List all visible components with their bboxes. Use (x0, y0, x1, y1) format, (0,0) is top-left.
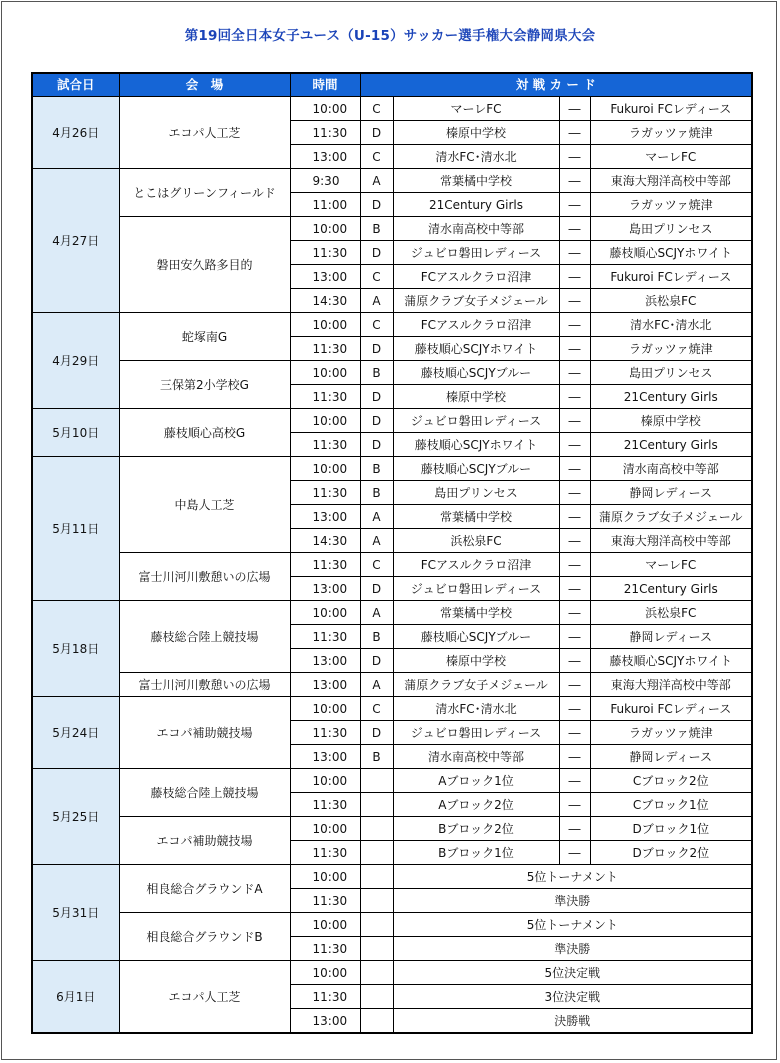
venue-name: 富士川河川敷憩いの広場 (119, 553, 290, 601)
match-date: 5月24日 (32, 697, 119, 769)
home-team: 蒲原クラブ女子メジェール (393, 673, 559, 697)
kickoff-time: 11:30 (290, 721, 360, 745)
home-team: FCアスルクラロ沼津 (393, 553, 559, 577)
home-team: ジュビロ磐田レディース (393, 577, 559, 601)
group-label: D (360, 649, 393, 673)
away-team: Cブロック2位 (590, 769, 752, 793)
away-team: 浜松泉FC (590, 601, 752, 625)
group-label: C (360, 97, 393, 121)
kickoff-time: 13:00 (290, 265, 360, 289)
home-team: ジュビロ磐田レディース (393, 409, 559, 433)
home-team: 榛原中学校 (393, 385, 559, 409)
away-team: 東海大翔洋高校中等部 (590, 673, 752, 697)
versus-dash: ― (559, 817, 590, 841)
away-team: 藤枝順心SCJYホワイト (590, 241, 752, 265)
versus-dash: ― (559, 409, 590, 433)
schedule-body (32, 97, 752, 1034)
versus-dash: ― (559, 169, 590, 193)
kickoff-time: 11:30 (290, 625, 360, 649)
kickoff-time: 11:30 (290, 337, 360, 361)
kickoff-time: 10:00 (290, 865, 360, 889)
kickoff-time: 10:00 (290, 817, 360, 841)
home-team: 常葉橘中学校 (393, 505, 559, 529)
group-label: B (360, 457, 393, 481)
kickoff-time: 14:30 (290, 289, 360, 313)
header-time: 時間 (290, 73, 360, 97)
kickoff-time: 9:30 (290, 169, 360, 193)
group-label (360, 793, 393, 817)
header-match-card: 対 戦 カ ー ド (360, 73, 752, 97)
match-round-label: 5位トーナメント (393, 913, 752, 937)
away-team: Dブロック2位 (590, 841, 752, 865)
venue-name: エコパ人工芝 (119, 97, 290, 169)
group-label (360, 841, 393, 865)
kickoff-time: 11:00 (290, 193, 360, 217)
kickoff-time: 10:00 (290, 913, 360, 937)
versus-dash: ― (559, 577, 590, 601)
kickoff-time: 10:00 (290, 961, 360, 985)
venue-name: 藤枝総合陸上競技場 (119, 601, 290, 673)
group-label: D (360, 241, 393, 265)
versus-dash: ― (559, 97, 590, 121)
away-team: Dブロック1位 (590, 817, 752, 841)
versus-dash: ― (559, 313, 590, 337)
venue-name: 富士川河川敷憩いの広場 (119, 673, 290, 697)
versus-dash: ― (559, 457, 590, 481)
kickoff-time: 13:00 (290, 1009, 360, 1034)
table-row (32, 697, 752, 721)
venue-name: 蛇塚南G (119, 313, 290, 361)
group-label: C (360, 265, 393, 289)
group-label: C (360, 145, 393, 169)
away-team: Fukuroi FCレディース (590, 697, 752, 721)
match-round-label: 3位決定戦 (393, 985, 752, 1009)
group-label: D (360, 121, 393, 145)
group-label: B (360, 625, 393, 649)
kickoff-time: 11:30 (290, 841, 360, 865)
match-date: 5月18日 (32, 601, 119, 697)
match-round-label: 準決勝 (393, 937, 752, 961)
venue-name: 藤枝順心高校G (119, 409, 290, 457)
home-team: FCアスルクラロ沼津 (393, 265, 559, 289)
group-label: A (360, 673, 393, 697)
group-label (360, 985, 393, 1009)
away-team: 榛原中学校 (590, 409, 752, 433)
away-team: ラガッツァ焼津 (590, 721, 752, 745)
home-team: 藤枝順心SCJYブルー (393, 361, 559, 385)
away-team: 東海大翔洋高校中等部 (590, 169, 752, 193)
table-row (32, 769, 752, 793)
kickoff-time: 13:00 (290, 577, 360, 601)
away-team: 蒲原クラブ女子メジェール (590, 505, 752, 529)
away-team: ラガッツァ焼津 (590, 121, 752, 145)
versus-dash: ― (559, 625, 590, 649)
home-team: FCアスルクラロ沼津 (393, 313, 559, 337)
group-label (360, 865, 393, 889)
versus-dash: ― (559, 241, 590, 265)
table-row (32, 457, 752, 481)
group-label: C (360, 313, 393, 337)
group-label: D (360, 409, 393, 433)
table-row (32, 313, 752, 337)
kickoff-time: 14:30 (290, 529, 360, 553)
home-team: 藤枝順心SCJYブルー (393, 457, 559, 481)
table-row (32, 217, 752, 241)
away-team: 静岡レディース (590, 481, 752, 505)
home-team: 蒲原クラブ女子メジェール (393, 289, 559, 313)
away-team: ラガッツァ焼津 (590, 193, 752, 217)
table-row (32, 361, 752, 385)
home-team: Aブロック1位 (393, 769, 559, 793)
home-team: Bブロック2位 (393, 817, 559, 841)
kickoff-time: 13:00 (290, 145, 360, 169)
kickoff-time: 13:00 (290, 649, 360, 673)
group-label: A (360, 289, 393, 313)
group-label (360, 889, 393, 913)
away-team: Fukuroi FCレディース (590, 265, 752, 289)
group-label: C (360, 553, 393, 577)
kickoff-time: 13:00 (290, 745, 360, 769)
versus-dash: ― (559, 121, 590, 145)
home-team: 榛原中学校 (393, 121, 559, 145)
kickoff-time: 10:00 (290, 409, 360, 433)
versus-dash: ― (559, 841, 590, 865)
group-label (360, 817, 393, 841)
group-label: B (360, 745, 393, 769)
table-row (32, 553, 752, 577)
group-label: D (360, 721, 393, 745)
versus-dash: ― (559, 193, 590, 217)
away-team: マーレFC (590, 145, 752, 169)
home-team: Bブロック1位 (393, 841, 559, 865)
versus-dash: ― (559, 505, 590, 529)
match-schedule-table (31, 72, 753, 1034)
header-row (32, 73, 752, 97)
venue-name: エコパ人工芝 (119, 961, 290, 1034)
away-team: 21Century Girls (590, 433, 752, 457)
group-label (360, 961, 393, 985)
group-label (360, 937, 393, 961)
home-team: 藤枝順心SCJYブルー (393, 625, 559, 649)
kickoff-time: 13:00 (290, 505, 360, 529)
versus-dash: ― (559, 145, 590, 169)
versus-dash: ― (559, 385, 590, 409)
versus-dash: ― (559, 337, 590, 361)
kickoff-time: 10:00 (290, 457, 360, 481)
home-team: Aブロック2位 (393, 793, 559, 817)
home-team: 藤枝順心SCJYホワイト (393, 337, 559, 361)
versus-dash: ― (559, 433, 590, 457)
match-date: 4月26日 (32, 97, 119, 169)
home-team: 常葉橘中学校 (393, 601, 559, 625)
venue-name: 中島人工芝 (119, 457, 290, 553)
table-row (32, 409, 752, 433)
group-label (360, 769, 393, 793)
group-label: A (360, 169, 393, 193)
venue-name: 相良総合グラウンドA (119, 865, 290, 913)
versus-dash: ― (559, 721, 590, 745)
versus-dash: ― (559, 793, 590, 817)
venue-name: エコパ補助競技場 (119, 697, 290, 769)
away-team: 21Century Girls (590, 385, 752, 409)
header-date: 試合日 (32, 73, 119, 97)
match-round-label: 5位トーナメント (393, 865, 752, 889)
away-team: Cブロック1位 (590, 793, 752, 817)
versus-dash: ― (559, 745, 590, 769)
group-label: B (360, 217, 393, 241)
home-team: 清水南高校中等部 (393, 217, 559, 241)
group-label: D (360, 433, 393, 457)
group-label: D (360, 577, 393, 601)
match-date: 5月25日 (32, 769, 119, 865)
table-row (32, 169, 752, 193)
group-label: D (360, 337, 393, 361)
venue-name: 三保第2小学校G (119, 361, 290, 409)
home-team: 21Century Girls (393, 193, 559, 217)
kickoff-time: 10:00 (290, 697, 360, 721)
home-team: マーレFC (393, 97, 559, 121)
kickoff-time: 11:30 (290, 889, 360, 913)
header-venue: 会 場 (119, 73, 290, 97)
kickoff-time: 11:30 (290, 433, 360, 457)
versus-dash: ― (559, 649, 590, 673)
kickoff-time: 11:30 (290, 937, 360, 961)
versus-dash: ― (559, 361, 590, 385)
group-label: A (360, 601, 393, 625)
away-team: 静岡レディース (590, 745, 752, 769)
kickoff-time: 11:30 (290, 481, 360, 505)
table-row (32, 817, 752, 841)
home-team: ジュビロ磐田レディース (393, 241, 559, 265)
group-label (360, 913, 393, 937)
versus-dash: ― (559, 217, 590, 241)
away-team: Fukuroi FCレディース (590, 97, 752, 121)
table-row (32, 913, 752, 937)
away-team: 浜松泉FC (590, 289, 752, 313)
kickoff-time: 11:30 (290, 985, 360, 1009)
away-team: 清水FC･清水北 (590, 313, 752, 337)
home-team: 島田プリンセス (393, 481, 559, 505)
kickoff-time: 10:00 (290, 97, 360, 121)
kickoff-time: 10:00 (290, 769, 360, 793)
match-date: 4月27日 (32, 169, 119, 313)
home-team: 常葉橘中学校 (393, 169, 559, 193)
group-label (360, 1009, 393, 1034)
away-team: 島田プリンセス (590, 361, 752, 385)
versus-dash: ― (559, 289, 590, 313)
kickoff-time: 11:30 (290, 793, 360, 817)
versus-dash: ― (559, 601, 590, 625)
away-team: 21Century Girls (590, 577, 752, 601)
away-team: ラガッツァ焼津 (590, 337, 752, 361)
versus-dash: ― (559, 769, 590, 793)
table-row (32, 673, 752, 697)
group-label: A (360, 529, 393, 553)
versus-dash: ― (559, 529, 590, 553)
match-round-label: 5位決定戦 (393, 961, 752, 985)
away-team: 島田プリンセス (590, 217, 752, 241)
home-team: 浜松泉FC (393, 529, 559, 553)
kickoff-time: 11:30 (290, 553, 360, 577)
table-row (32, 865, 752, 889)
versus-dash: ― (559, 697, 590, 721)
match-date: 6月1日 (32, 961, 119, 1034)
table-row (32, 97, 752, 121)
kickoff-time: 11:30 (290, 241, 360, 265)
away-team: 清水南高校中等部 (590, 457, 752, 481)
versus-dash: ― (559, 553, 590, 577)
match-date: 5月11日 (32, 457, 119, 601)
home-team: 藤枝順心SCJYホワイト (393, 433, 559, 457)
venue-name: とこはグリーンフィールド (119, 169, 290, 217)
kickoff-time: 10:00 (290, 217, 360, 241)
away-team: 静岡レディース (590, 625, 752, 649)
kickoff-time: 10:00 (290, 601, 360, 625)
versus-dash: ― (559, 673, 590, 697)
match-round-label: 決勝戦 (393, 1009, 752, 1034)
group-label: D (360, 193, 393, 217)
venue-name: 磐田安久路多目的 (119, 217, 290, 313)
match-date: 5月31日 (32, 865, 119, 961)
match-date: 4月29日 (32, 313, 119, 409)
away-team: 藤枝順心SCJYホワイト (590, 649, 752, 673)
venue-name: 藤枝総合陸上競技場 (119, 769, 290, 817)
kickoff-time: 10:00 (290, 313, 360, 337)
kickoff-time: 13:00 (290, 673, 360, 697)
group-label: C (360, 697, 393, 721)
page-title: 第19回全日本女子ユース（U-15）サッカー選手権大会静岡県大会 (184, 28, 596, 44)
match-round-label: 準決勝 (393, 889, 752, 913)
away-team: 東海大翔洋高校中等部 (590, 529, 752, 553)
match-date: 5月10日 (32, 409, 119, 457)
group-label: B (360, 361, 393, 385)
group-label: A (360, 505, 393, 529)
group-label: B (360, 481, 393, 505)
page (1, 1, 777, 1060)
home-team: 清水FC･清水北 (393, 697, 559, 721)
kickoff-time: 10:00 (290, 361, 360, 385)
venue-name: エコパ補助競技場 (119, 817, 290, 865)
home-team: ジュビロ磐田レディース (393, 721, 559, 745)
table-row (32, 601, 752, 625)
home-team: 清水南高校中等部 (393, 745, 559, 769)
versus-dash: ― (559, 265, 590, 289)
kickoff-time: 11:30 (290, 385, 360, 409)
home-team: 榛原中学校 (393, 649, 559, 673)
kickoff-time: 11:30 (290, 121, 360, 145)
away-team: マーレFC (590, 553, 752, 577)
table-row (32, 961, 752, 985)
group-label: D (360, 385, 393, 409)
home-team: 清水FC･清水北 (393, 145, 559, 169)
venue-name: 相良総合グラウンドB (119, 913, 290, 961)
versus-dash: ― (559, 481, 590, 505)
